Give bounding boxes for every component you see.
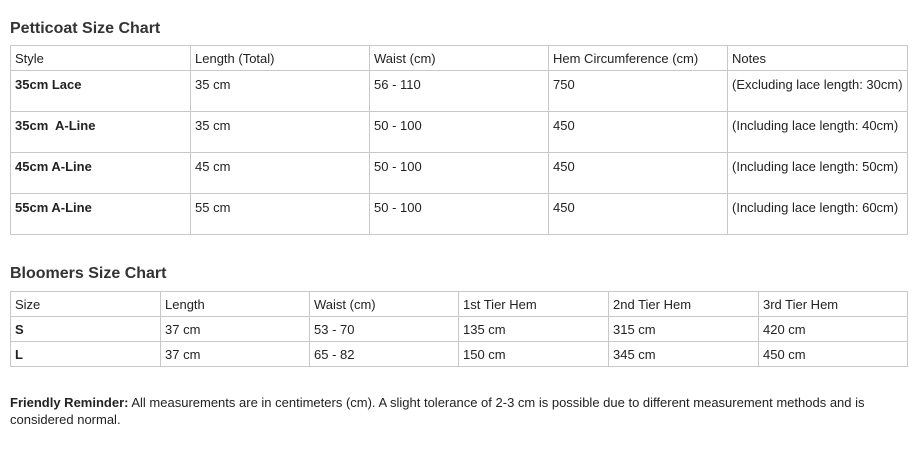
header-cell: Notes bbox=[728, 46, 908, 71]
table-cell: 750 bbox=[549, 71, 728, 112]
table-cell: 37 cm bbox=[161, 317, 310, 342]
header-cell: 1st Tier Hem bbox=[459, 292, 609, 317]
table-cell: 150 cm bbox=[459, 342, 609, 367]
table-row bbox=[11, 71, 908, 112]
size-cell: L bbox=[11, 342, 161, 367]
petticoat-title: Petticoat Size Chart bbox=[10, 20, 161, 37]
header-cell: Length (Total) bbox=[191, 46, 370, 71]
table-cell: 37 cm bbox=[161, 342, 310, 367]
notes-cell: (Including lace length: 50cm) bbox=[728, 153, 908, 194]
bloomers-title: Bloomers Size Chart bbox=[10, 265, 167, 282]
header-cell: Style bbox=[11, 46, 191, 71]
notes-cell: (Excluding lace length: 30cm) bbox=[728, 71, 908, 112]
table-cell: 45 cm bbox=[191, 153, 370, 194]
table-cell: 50 - 100 bbox=[370, 153, 549, 194]
style-cell: 55cm A-Line bbox=[11, 194, 191, 235]
table-cell: 50 - 100 bbox=[370, 194, 549, 235]
table-cell: 135 cm bbox=[459, 317, 609, 342]
table-cell: 53 - 70 bbox=[310, 317, 459, 342]
table-cell: 55 cm bbox=[191, 194, 370, 235]
table-row bbox=[11, 112, 908, 153]
petticoat-header-row bbox=[11, 46, 908, 71]
style-cell: 35cm A-Line bbox=[11, 112, 191, 153]
bloomers-table bbox=[10, 291, 908, 367]
table-cell: 35 cm bbox=[191, 112, 370, 153]
table-cell: 450 cm bbox=[759, 342, 908, 367]
table-cell: 65 - 82 bbox=[310, 342, 459, 367]
header-cell: Waist (cm) bbox=[370, 46, 549, 71]
table-cell: 420 cm bbox=[759, 317, 908, 342]
table-cell: 315 cm bbox=[609, 317, 759, 342]
notes-cell: (Including lace length: 40cm) bbox=[728, 112, 908, 153]
header-cell: 3rd Tier Hem bbox=[759, 292, 908, 317]
notes-cell: (Including lace length: 60cm) bbox=[728, 194, 908, 235]
table-row bbox=[11, 194, 908, 235]
table-row bbox=[11, 153, 908, 194]
header-cell: Waist (cm) bbox=[310, 292, 459, 317]
friendly-reminder bbox=[10, 394, 907, 428]
table-cell: 35 cm bbox=[191, 71, 370, 112]
style-cell: 45cm A-Line bbox=[11, 153, 191, 194]
header-cell: Size bbox=[11, 292, 161, 317]
table-cell: 450 bbox=[549, 112, 728, 153]
table-row bbox=[11, 342, 908, 367]
table-cell: 345 cm bbox=[609, 342, 759, 367]
size-cell: S bbox=[11, 317, 161, 342]
table-row bbox=[11, 317, 908, 342]
table-cell: 50 - 100 bbox=[370, 112, 549, 153]
bloomers-header-row bbox=[11, 292, 908, 317]
header-cell: Length bbox=[161, 292, 310, 317]
reminder-label: Friendly Reminder: bbox=[10, 395, 129, 410]
table-cell: 450 bbox=[549, 194, 728, 235]
style-cell: 35cm Lace bbox=[11, 71, 191, 112]
table-cell: 56 - 110 bbox=[370, 71, 549, 112]
header-cell: 2nd Tier Hem bbox=[609, 292, 759, 317]
reminder-text: All measurements are in centimeters (cm). A slight tolerance of 2-3 cm is possible due to different measurement methods and is considered normal. bbox=[10, 395, 865, 427]
header-cell: Hem Circumference (cm) bbox=[549, 46, 728, 71]
table-cell: 450 bbox=[549, 153, 728, 194]
petticoat-table bbox=[10, 45, 908, 235]
